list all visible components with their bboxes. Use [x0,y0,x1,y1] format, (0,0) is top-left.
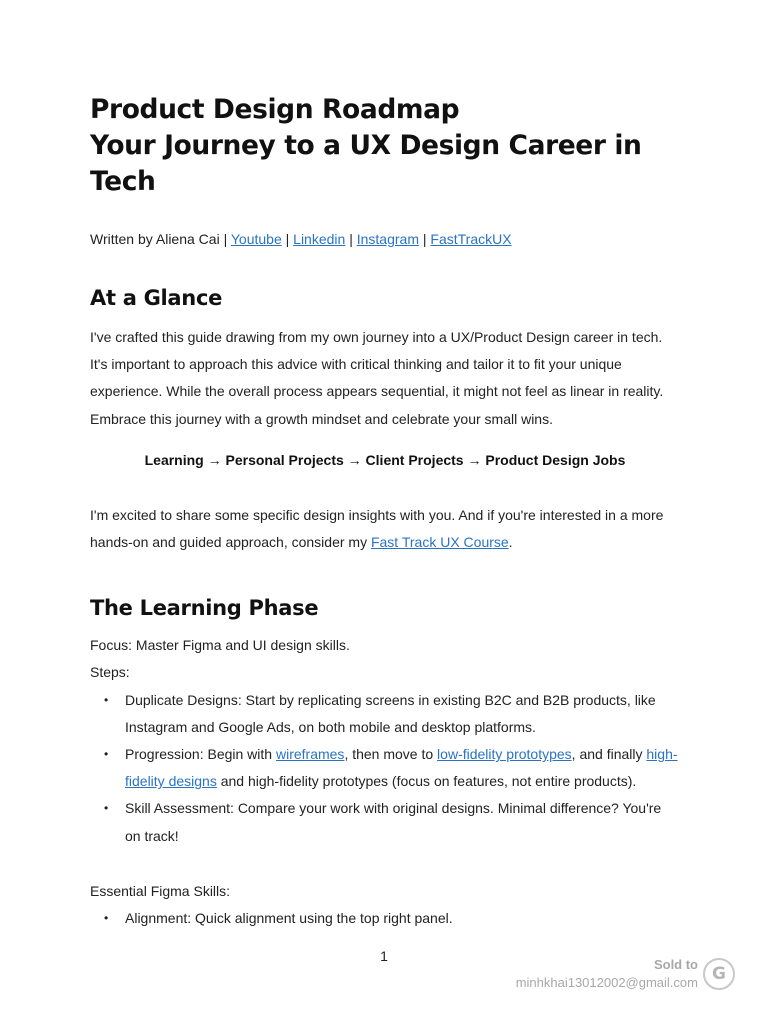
document-page [90,92,680,932]
intro-paragraph: I've crafted this guide drawing from my own journey into a UX/Product Design career in tech. It's important to approach this advice with critical thinking and tailor it to fit your unique experience. While the overall process appears sequential, it might not feel as linear in reality. Embrace this journey with a growth mindset and celebrate your small wins. [90,329,664,427]
step-skill-assessment: Skill Assessment: Compare your work with original designs. Minimal difference? You're on track! [125,800,662,844]
list-item [104,687,680,741]
bullet-icon: • [104,911,109,926]
bullet-icon: • [104,692,109,707]
skill-alignment: Alignment: Quick alignment using the top right panel. [125,910,453,927]
course-paragraph-end: . [508,534,513,551]
gumroad-logo-icon: G [703,958,735,990]
focus-line: Focus: Master Figma and UI design skills. [90,637,350,654]
step-progression-prefix: Progression: Begin with [125,746,276,763]
document-title [90,92,680,200]
byline-separator: | [345,231,357,247]
step-duplicate-designs: Duplicate Designs: Start by replicating screens in existing B2C and B2B products, like Instagram and Google Ads, on both mobile and desktop platforms. [125,691,656,735]
skills-list [90,905,680,932]
high-fidelity-designs-link[interactable]: high-fidelity designs [125,746,678,790]
steps-list [90,687,680,850]
step-progression-mid: , then move to [344,746,438,763]
list-item [104,795,680,849]
page-number: 1 [380,948,388,964]
instagram-link[interactable]: Instagram [356,231,419,247]
byline [90,228,680,250]
list-item [104,905,680,932]
title-line-1: Product Design Roadmap [90,94,460,125]
byline-prefix: Written by Aliena Cai | [90,231,231,247]
linkedin-link[interactable]: Linkedin [293,231,346,247]
bullet-icon: • [104,801,109,816]
course-paragraph [90,502,680,556]
title-line-2: Your Journey to a UX Design Career in Tech [90,130,642,197]
steps-label: Steps: [90,664,130,681]
at-a-glance-heading: At a Glance [90,286,223,310]
fasttrackux-link[interactable]: FastTrackUX [430,231,512,247]
sold-to-watermark [516,956,698,992]
low-fidelity-prototypes-link[interactable]: low-fidelity prototypes [437,746,572,763]
career-flow: Learning → Personal Projects → Client Projects → Product Design Jobs [144,451,626,468]
learning-phase-heading: The Learning Phase [90,596,319,621]
step-progression-mid: , and finally [571,746,647,763]
fast-track-ux-course-link[interactable]: Fast Track UX Course [370,534,509,551]
course-paragraph-text: I'm excited to share some specific design insights with you. And if you're interested in a more hands-on and guided approach, consider my [90,506,664,551]
youtube-link[interactable]: Youtube [230,231,282,247]
list-item [104,741,680,795]
sold-to-label: Sold to [653,957,698,972]
essential-skills-label: Essential Figma Skills: [90,882,231,899]
step-progression-suffix: and high-fidelity prototypes (focus on features, not entire products). [216,773,637,790]
bullet-icon: • [104,747,109,762]
buyer-email: minhkhai13012002@gmail.com [515,975,698,990]
byline-separator: | [281,231,294,247]
byline-separator: | [418,231,431,247]
wireframes-link[interactable]: wireframes [275,746,345,763]
